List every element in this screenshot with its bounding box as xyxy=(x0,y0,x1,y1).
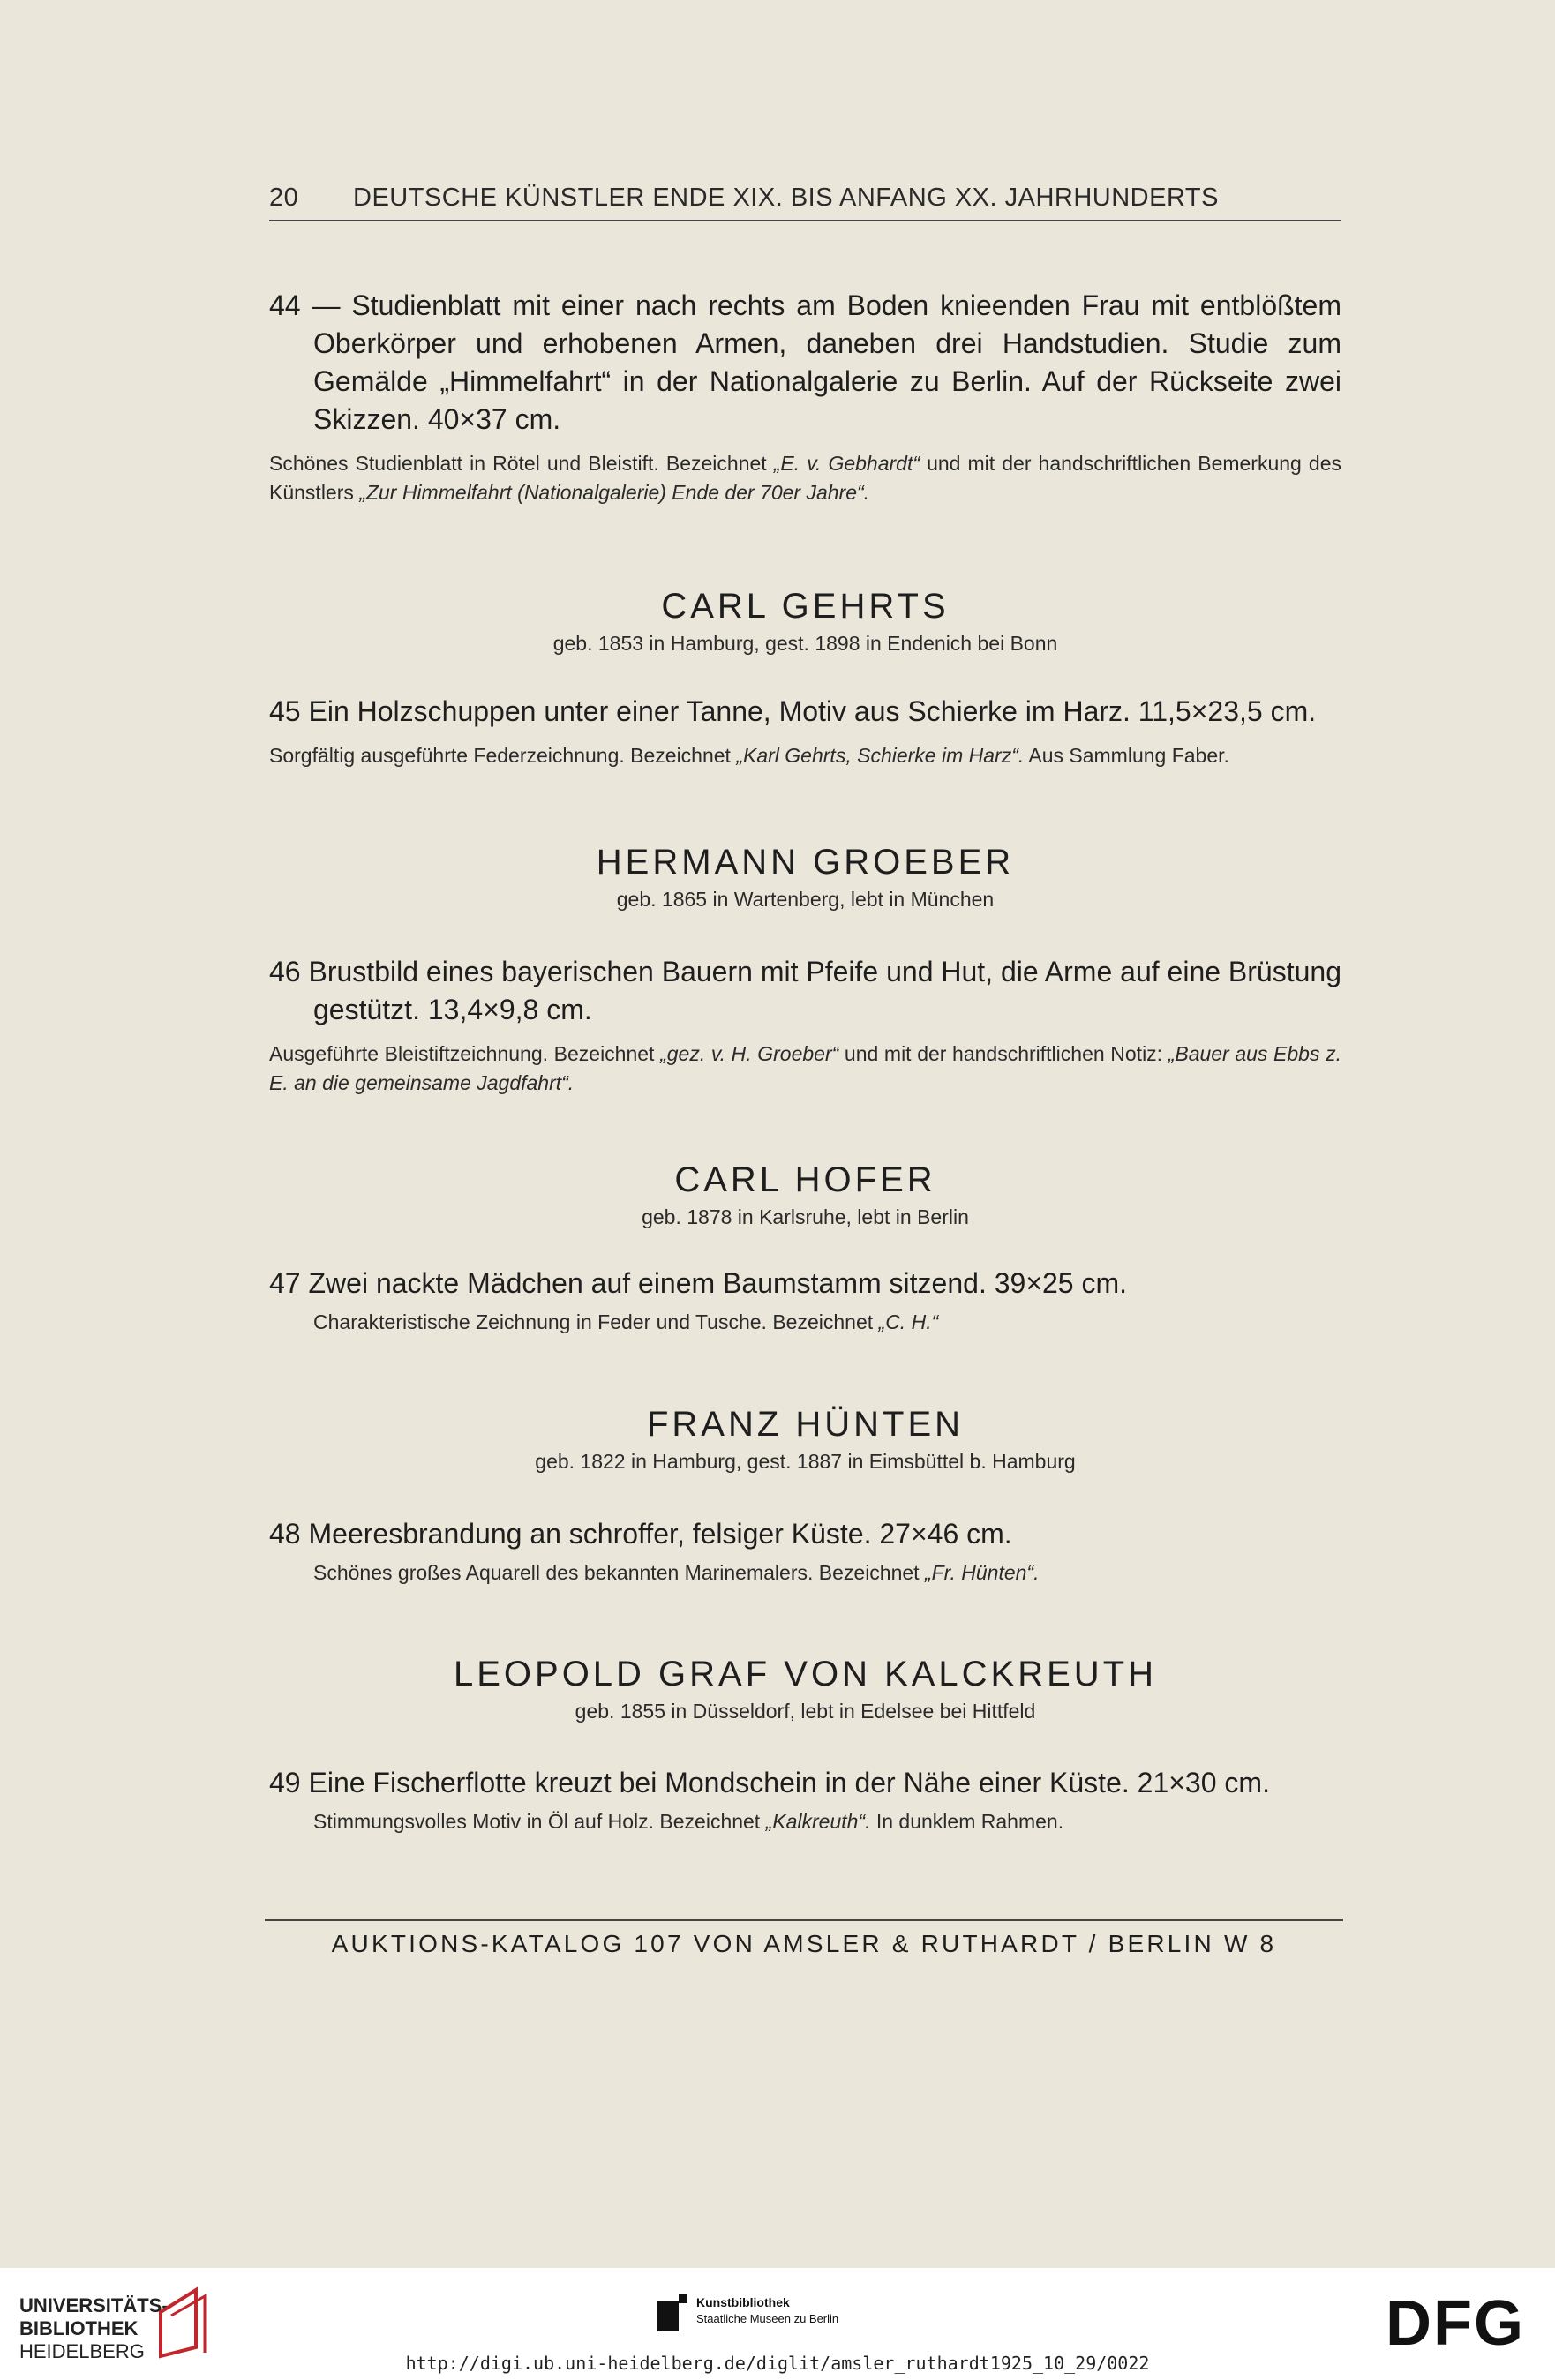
artist-heading xyxy=(269,1160,1341,1229)
ub-heidelberg-logo[interactable]: UNIVERSITÄTS- BIBLIOTHEK HEIDELBERG xyxy=(19,2294,169,2362)
lot-number: 46 xyxy=(269,956,301,987)
artist-heading xyxy=(269,843,1341,912)
artist-name: FRANZ HÜNTEN xyxy=(646,1405,965,1444)
lot-46 xyxy=(269,953,1341,1098)
artist-life: geb. 1822 in Hamburg, gest. 1887 in Eimsbüttel b. Hamburg xyxy=(535,1450,1076,1473)
lot-inscription: „Bauer aus Ebbs z. E. an die gemeinsame Jagdfahrt“. xyxy=(269,1042,1341,1094)
lot-description: Zwei nackte Mädchen auf einem Baumstamm sitzend. 39×25 cm. xyxy=(308,1267,1128,1299)
header-title: DEUTSCHE KÜNSTLER ENDE XIX. BIS ANFANG XX. JAHRHUNDERTS xyxy=(353,184,1219,212)
artist-heading xyxy=(269,1405,1341,1474)
lot-number: 45 xyxy=(269,695,301,727)
lot-number: 48 xyxy=(269,1518,301,1550)
lot-note: Stimmungsvolles Motiv in Öl auf Holz. Bezeichnet xyxy=(313,1810,766,1833)
lot-note-cont: und mit der handschriftlichen Bemerkung des Künstlers xyxy=(269,452,1341,504)
kunstbibliothek-icon xyxy=(657,2294,687,2331)
lot-44 xyxy=(269,287,1341,507)
lot-inscription: „Zur Himmelfahrt (Nationalgalerie) Ende der 70er Jahre“. xyxy=(359,481,870,504)
ub-logo-icon xyxy=(152,2286,215,2361)
lot-signature: „gez. v. H. Groeber“ xyxy=(660,1042,839,1065)
lot-description: Ein Holzschuppen unter einer Tanne, Motiv aus Schierke im Harz. 11,5×23,5 cm. xyxy=(308,695,1317,727)
lot-description: Eine Fischerflotte kreuzt bei Mondschein in der Nähe einer Küste. 21×30 cm. xyxy=(308,1767,1270,1798)
lot-description: — Studienblatt mit einer nach rechts am Boden knieenden Frau mit entblößtem Oberkörper und erhobenen Armen, daneben drei Handstudien. Studie zum Gemälde „Himmelfahrt“ in der Nationalgalerie zu Berlin. Auf der Rückseite zwei Skizzen. 40×37 cm. xyxy=(312,289,1342,435)
page-number: 20 xyxy=(269,184,299,212)
lot-note: Schönes Studienblatt in Rötel und Bleistift. Bezeichnet xyxy=(269,452,774,475)
artist-heading xyxy=(269,1655,1341,1723)
lot-signature: „E. v. Gebhardt“ xyxy=(773,452,920,475)
lot-signature: „C. H.“ xyxy=(878,1310,939,1333)
viewer-bottom-bar xyxy=(0,2268,1555,2380)
lot-note-cont: In dunklem Rahmen. xyxy=(870,1810,1064,1833)
lot-number: 47 xyxy=(269,1267,301,1299)
artist-name: HERMANN GROEBER xyxy=(596,843,1015,882)
lot-48 xyxy=(269,1515,1341,1588)
running-header xyxy=(269,184,1341,221)
lot-note: Schönes großes Aquarell des bekannten Marinemalers. Bezeichnet xyxy=(313,1561,925,1584)
artist-life: geb. 1853 in Hamburg, gest. 1898 in Endenich bei Bonn xyxy=(552,632,1058,655)
artist-name: CARL HOFER xyxy=(674,1160,936,1199)
lot-49 xyxy=(269,1764,1341,1836)
dfg-logo[interactable]: DFG xyxy=(1386,2288,1525,2359)
running-footer: AUKTIONS-KATALOG 107 VON AMSLER & RUTHARDT / BERLIN W 8 xyxy=(265,1919,1343,1958)
lot-note-cont: und mit der handschriftlichen Notiz: xyxy=(838,1042,1168,1065)
artist-life: geb. 1865 in Wartenberg, lebt in München xyxy=(616,888,995,911)
artist-name: CARL GEHRTS xyxy=(661,587,950,626)
lot-45 xyxy=(269,693,1341,770)
lot-note: Ausgeführte Bleistiftzeichnung. Bezeichnet xyxy=(269,1042,661,1065)
kunstbibliothek-logo[interactable] xyxy=(657,2294,838,2331)
artist-name: LEOPOLD GRAF VON KALCKREUTH xyxy=(453,1655,1158,1693)
lot-description: Brustbild eines bayerischen Bauern mit Pfeife und Hut, die Arme auf eine Brüstung gestützt. 13,4×9,8 cm. xyxy=(308,956,1342,1025)
lot-signature: „Kalkreuth“. xyxy=(765,1810,871,1833)
lot-47 xyxy=(269,1265,1341,1337)
artist-life: geb. 1878 in Karlsruhe, lebt in Berlin xyxy=(642,1205,969,1228)
kb-subtitle: Staatliche Museen zu Berlin xyxy=(696,2312,839,2325)
lot-signature: „Fr. Hünten“. xyxy=(924,1561,1040,1584)
lot-number: 44 xyxy=(269,289,301,321)
lot-note: Charakteristische Zeichnung in Feder und Tusche. Bezeichnet xyxy=(313,1310,879,1333)
lot-description: Meeresbrandung an schroffer, felsiger Küste. 27×46 cm. xyxy=(308,1518,1012,1550)
artist-heading xyxy=(269,587,1341,656)
lot-note-cont: Aus Sammlung Faber. xyxy=(1024,744,1229,767)
lot-signature: „Karl Gehrts, Schierke im Harz“. xyxy=(736,744,1025,767)
lot-number: 49 xyxy=(269,1767,301,1798)
artist-life: geb. 1855 in Düsseldorf, lebt in Edelsee bei Hittfeld xyxy=(575,1700,1036,1723)
kb-title: Kunstbibliothek xyxy=(696,2295,790,2309)
permalink-url[interactable]: http://digi.ub.uni-heidelberg.de/diglit/amsler_ruthardt1925_10_29/0022 xyxy=(405,2353,1150,2374)
lot-note: Sorgfältig ausgeführte Federzeichnung. Bezeichnet xyxy=(269,744,737,767)
